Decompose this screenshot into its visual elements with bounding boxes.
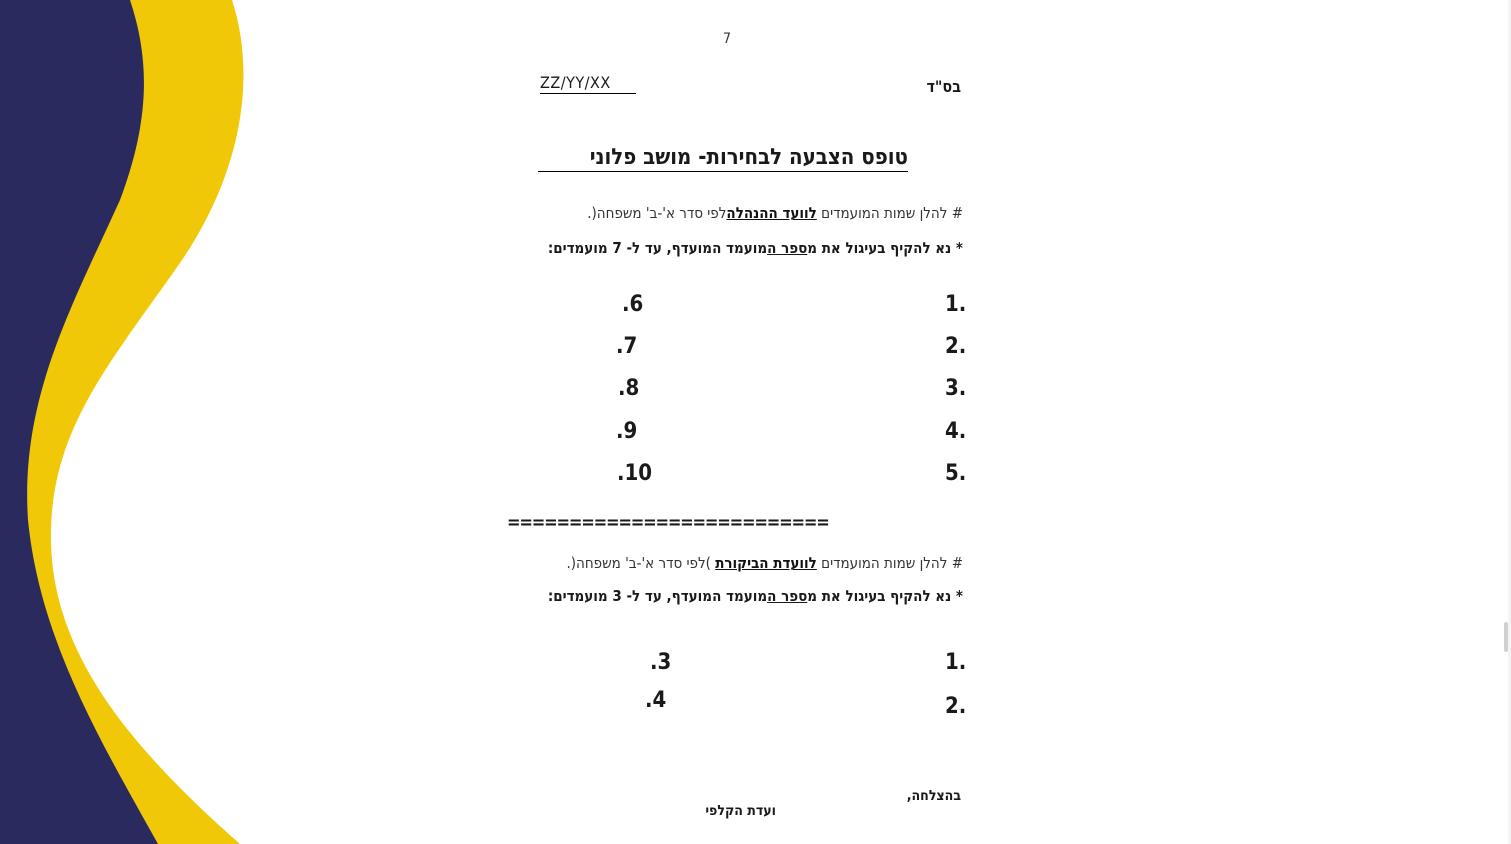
intro-prefix: # להלן שמות המועמדים — [816, 554, 963, 572]
intro-prefix: # להלן שמות המועמדים — [816, 204, 963, 222]
candidate-number[interactable]: .7 — [616, 334, 638, 359]
note-prefix: * נא להקיף בעיגול את מ — [807, 587, 963, 605]
candidate-number[interactable]: 1. — [945, 292, 967, 317]
note-underlined: ספר ה — [767, 587, 808, 605]
candidate-number[interactable]: .6 — [622, 292, 644, 317]
candidate-number[interactable]: 2. — [945, 334, 967, 359]
section1-note — [548, 239, 963, 257]
intro-committee: לוועדת הביקורת — [715, 554, 817, 572]
intro-suffix: לפי סדר א'-ב' משפחה(. — [587, 204, 727, 222]
note-prefix: * נא להקיף בעיגול את מ — [807, 239, 963, 257]
candidate-number[interactable]: .4 — [645, 688, 667, 713]
candidate-number[interactable]: 1. — [945, 650, 967, 675]
candidate-number[interactable]: 2. — [945, 694, 967, 719]
decorative-wave-background — [0, 0, 250, 844]
section-separator: ========================== — [507, 512, 829, 533]
scrollbar-thumb[interactable] — [1504, 622, 1508, 652]
note-underlined: ספר ה — [767, 239, 808, 257]
page-title: טופס הצבעה לבחירות- מושב פלוני — [538, 145, 908, 172]
candidate-number[interactable]: .9 — [616, 419, 638, 444]
intro-suffix: )לפי סדר א'-ב' משפחה(. — [566, 554, 716, 572]
candidate-number[interactable]: .10 — [617, 461, 653, 486]
bsd-header: בס"ד — [926, 77, 961, 96]
date-field: ZZ/YY/XX — [540, 74, 636, 94]
candidate-number[interactable]: 4. — [945, 419, 967, 444]
note-suffix: מועמד המועדף, עד ל- 7 מועמדים: — [547, 239, 768, 257]
note-suffix: מועמד המועדף, עד ל- 3 מועמדים: — [547, 587, 768, 605]
good-luck-text: בהצלחה, — [906, 788, 961, 804]
candidate-number[interactable]: 5. — [945, 461, 967, 486]
section2-note — [548, 587, 963, 605]
navy-wave — [0, 0, 158, 844]
candidate-number[interactable]: .8 — [618, 376, 640, 401]
candidate-number[interactable]: 3. — [945, 376, 967, 401]
section1-intro — [587, 204, 963, 222]
committee-signature: ועדת הקלפי — [705, 803, 776, 819]
page-number: 7 — [722, 31, 731, 47]
section2-intro — [566, 554, 963, 572]
intro-committee: לוועד ההנהלה — [726, 204, 817, 222]
candidate-number[interactable]: .3 — [650, 650, 672, 675]
